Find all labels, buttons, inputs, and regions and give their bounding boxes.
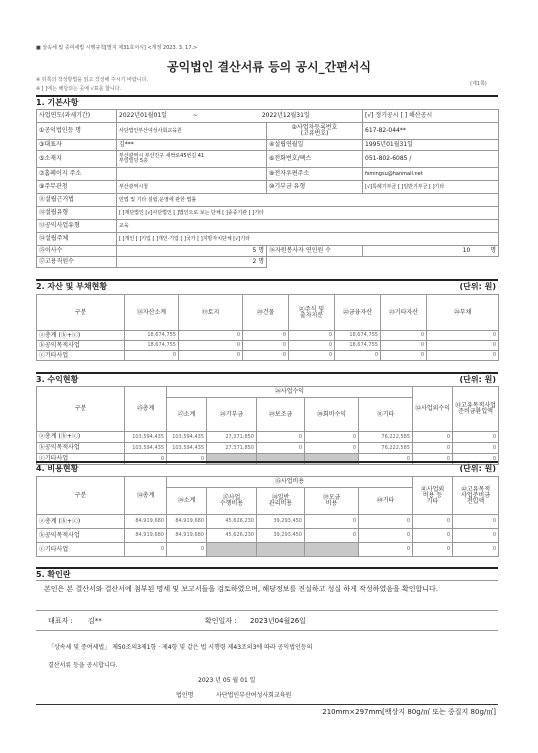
cell: 0 (305, 432, 359, 443)
director-value: 5 명 (117, 246, 267, 257)
donation-type-label: ⑩기부금 유형 (267, 181, 363, 194)
cell: 0 (289, 341, 335, 351)
cell: 0 (179, 331, 243, 341)
address-label: ⑤소재지 (37, 151, 117, 168)
establish-type-label: ⑫설립유형 (37, 207, 117, 220)
staff-value: 2 명 (117, 257, 267, 268)
cell: 0 (243, 331, 289, 341)
col-subtotal: ㉗소계 (167, 398, 207, 432)
rep-label: 대표자 : (48, 617, 73, 625)
confirm-date-value: 2023년04월26일 (250, 617, 306, 625)
col-kind: 구분 (37, 477, 125, 515)
table-row (37, 331, 499, 341)
biz-type-label: ⑬공익사업유형 (37, 220, 117, 233)
authority-label: ⑨주무관청 (37, 181, 117, 194)
page-title: 공익법인 결산서류 등의 공시_간편서식 (166, 60, 371, 74)
cell: 84,919,680 (125, 515, 167, 529)
col-other: ㉛기타 (359, 398, 413, 432)
bizno-value: 617-82-044** (363, 123, 499, 140)
revenue-table (36, 386, 499, 465)
paper-spec: 210mm×297mm[백상지 80g/㎡ 또는 중질지 80g/㎡] (322, 708, 496, 716)
establish-type-value[interactable]: [ ]재단법인 [√]사단법인 [ ]법인으로 보는 단체 [ ]종중기관 [ ]기타 (117, 207, 499, 220)
cell: 103,594,435 (167, 432, 207, 443)
cell: 0 (427, 351, 499, 361)
row-label: ⓒ기타사업 (37, 351, 125, 361)
table-row (37, 529, 499, 543)
expense-table (36, 476, 499, 557)
confirm-statement: 본인은 본 결산서와 결산서에 첨부된 명세 및 보고서들을 검토하였으며, 해당정보를 진실하고 성실 하게 작성하였음을 확인합니다. (44, 585, 438, 593)
section-2-unit: (단위: 원) (459, 282, 496, 291)
cell: 0 (305, 443, 359, 454)
cell: 0 (381, 331, 427, 341)
cell: 18,674,755 (335, 331, 381, 341)
divider (36, 580, 498, 581)
cell: 0 (179, 351, 243, 361)
founder-value[interactable]: [ ]개인 [ ]기업 [ ]개인·기업 [ ]국가 [ ]지방자치단체 [√]기타 (117, 233, 499, 246)
cell: 27,371,850 (207, 432, 257, 443)
cell: 0 (125, 351, 179, 361)
row-label: ⓒ기타사업 (37, 454, 125, 465)
authority-value: 부산광역시청 (117, 181, 267, 194)
col-biz-cost: ㊲사업 수행비용 (207, 488, 257, 515)
row-label: ⓑ공익목적사업 (37, 443, 125, 454)
col-building: ⑳건물 (243, 295, 289, 331)
cell: 0 (427, 331, 499, 341)
assets-table (36, 294, 499, 361)
cell: 0 (381, 341, 427, 351)
cell: 0 (167, 454, 207, 465)
cell: 0 (413, 443, 453, 454)
cell: 103,594,435 (125, 432, 167, 443)
cell: 0 (179, 341, 243, 351)
law-value: 민법 및 기타 설립,운영에 관한 법률 (117, 194, 499, 207)
col-other: ㊵기타 (359, 488, 413, 515)
cell: 0 (453, 432, 499, 443)
org-name-value: 사단법인부산여성사회교육원 (117, 123, 267, 140)
volunteer-cell (363, 246, 499, 257)
corp-name: 사단법인부산여성사회교육원 (216, 692, 292, 699)
cell: 0 (413, 454, 453, 465)
email-label: ⑧전자우편주소 (267, 168, 363, 181)
volunteer-unit: 명 (490, 247, 496, 254)
row-label: ⓐ총계 (ⓑ+ⓒ) (37, 432, 125, 443)
cell: 0 (453, 543, 499, 557)
period-from: 2022년01월01일 (119, 112, 167, 119)
cell: 0 (359, 454, 413, 465)
divider (36, 630, 498, 631)
cell: 39,293,450 (257, 515, 305, 529)
cell: 0 (167, 543, 207, 557)
director-label: ⑮이사수 (37, 246, 117, 257)
cell: 0 (243, 351, 289, 361)
cell: 0 (453, 443, 499, 454)
col-admin-cost: ㊳일반 관리비용 (257, 488, 305, 515)
cell: 103,594,435 (167, 443, 207, 454)
cell: 0 (413, 515, 453, 529)
homepage-value (117, 168, 267, 181)
legal-basis-text-2: 결산서류 등을 공시합니다. (48, 662, 118, 669)
cell: 84,919,680 (167, 515, 207, 529)
col-biz-expense: ㉟사업비용 (167, 477, 413, 488)
divider (36, 610, 498, 611)
row-label: ⓐ총계 (ⓑ+ⓒ) (37, 331, 125, 341)
col-asset-total: ⑱자산소계 (125, 295, 179, 331)
section-3-unit: (단위: 원) (459, 375, 496, 384)
cell: 0 (359, 543, 413, 557)
cell: 0 (289, 351, 335, 361)
volunteer-label: ⑯자원봉사자 연인원 수 (267, 246, 363, 257)
cell: 0 (335, 351, 381, 361)
cell: 0 (381, 351, 427, 361)
period-cell (117, 110, 363, 123)
col-debt: ㉔부채 (427, 295, 499, 331)
cell: 84,919,680 (125, 529, 167, 543)
cell: 76,222,585 (359, 432, 413, 443)
col-expense-total: ㉞총계 (125, 477, 167, 515)
check-note: ※ [ ]에는 해당되는 곳에 √표를 합니다. (36, 86, 122, 92)
col-stock: ㉑주식 및 출자지분 (289, 295, 335, 331)
table-row (37, 515, 499, 529)
bizno-label: ②사업자등록번호 (고유번호) (267, 123, 363, 140)
row-label: ⓒ기타사업 (37, 543, 125, 557)
cell: 0 (125, 454, 167, 465)
address-value: 부산광역시 부산진구 새싹로45번길 41 부일빌딩 5층 (117, 151, 267, 168)
cell: 0 (413, 529, 453, 543)
biz-type-value: 교육 (117, 220, 499, 233)
table-row (37, 341, 499, 351)
cell: 18,674,755 (335, 341, 381, 351)
founded-label: ④설립연월일 (267, 140, 363, 151)
cell: 0 (359, 515, 413, 529)
row-label: ⓑ공익목적사업 (37, 341, 125, 351)
legal-basis-text: 「상속세 및 증여세법」 제50조의3제1항 · 제4항 및 같은 법 시행령 제43조의3에 따라 공익법인등의 (48, 644, 313, 651)
cell: 76,222,585 (359, 443, 413, 454)
cell: 0 (257, 443, 305, 454)
form-reference-note: ■ 상속세 및 증여세법 시행규칙[별지 제31호서식] <개정 2023. 3. 17.> (36, 45, 198, 51)
corp-label: 법인명 (176, 692, 194, 699)
cell: 18,674,755 (125, 331, 179, 341)
col-subsidy: ㉙보조금 (257, 398, 305, 432)
rep-name: 김** (88, 617, 102, 625)
col-nonop-expense: ㊶사업외 비용 등 기타 (413, 477, 453, 515)
basic-info-table (36, 109, 499, 268)
cell-disabled (305, 543, 359, 557)
row-label: ⓐ총계 (ⓑ+ⓒ) (37, 515, 125, 529)
table-row (37, 543, 499, 557)
col-nonop-revenue: ㉜사업외수익 (413, 387, 453, 432)
representative-label: ③대표자 (37, 140, 117, 151)
page-number-label: (제1쪽) (470, 81, 487, 87)
cell: 103,594,435 (125, 443, 167, 454)
instruction-note: ※ 뒤쪽의 작성방법을 읽고 작성해 주시기 바랍니다. (36, 77, 148, 83)
cell-disabled (257, 543, 305, 557)
founder-label: ⑭설립주체 (37, 233, 117, 246)
col-fee: ㉚회비수익 (305, 398, 359, 432)
col-kind: 구분 (37, 387, 125, 432)
col-kind: 구분 (37, 295, 125, 331)
law-label: ⑪설립근거법 (37, 194, 117, 207)
org-name-label: ①공익법인등 명 (37, 123, 117, 140)
cell: 45,626,230 (207, 515, 257, 529)
cell: 0 (359, 529, 413, 543)
cell: 39,293,450 (257, 529, 305, 543)
section-5-title: 5. 확인란 (36, 570, 71, 579)
col-fundraising-cost: ㊴모금 비용 (305, 488, 359, 515)
phone-label: ⑥전화번호/팩스 (267, 151, 363, 168)
cell: 0 (453, 529, 499, 543)
section-2-title: 2. 자산 및 부채현황 (36, 282, 108, 291)
period-to: 2022년12월31일 (261, 112, 310, 119)
disclosure-type[interactable]: [√] 정기공시 [ ] 해산공시 (363, 110, 499, 123)
col-other-asset: ㉓기타자산 (381, 295, 427, 331)
cell: 0 (453, 515, 499, 529)
section-3-title: 3. 수익현황 (36, 375, 79, 384)
col-reserve-transfer: ㊷고유목적 사업준비금 전입액 (453, 477, 499, 515)
col-revenue-total: ㉕총계 (125, 387, 167, 432)
cell: 0 (243, 341, 289, 351)
table-row (37, 351, 499, 361)
section-4-title: 4. 비용현황 (36, 464, 79, 473)
table-row (37, 443, 499, 454)
footer-divider (36, 704, 498, 705)
cell: 0 (453, 454, 499, 465)
cell: 45,626,230 (207, 529, 257, 543)
period-tilde: ~ (192, 112, 198, 119)
sign-date: 2023 년 05 월 01 일 (198, 677, 256, 684)
cell: 18,674,755 (125, 341, 179, 351)
cell-disabled (207, 543, 257, 557)
confirm-date-label: 확인일자 : (205, 617, 237, 625)
col-land: ⑲토지 (179, 295, 243, 331)
cell: 0 (427, 341, 499, 351)
cell: 0 (305, 515, 359, 529)
col-subtotal: ㊱소계 (167, 488, 207, 515)
cell: 0 (305, 529, 359, 543)
col-biz-revenue: ㉖사업수익 (167, 387, 413, 398)
cell: 0 (413, 543, 453, 557)
phone-value: 051-802-6085 / (363, 151, 499, 168)
period-label: 사업연도(과세기간) (37, 110, 117, 123)
table-row (37, 432, 499, 443)
section-1-title: 1. 기본사항 (36, 98, 79, 107)
cell: 0 (413, 432, 453, 443)
cell: 0 (257, 432, 305, 443)
representative-value: 김*** (117, 140, 267, 151)
founded-value: 1995년01월31일 (363, 140, 499, 151)
col-financial: ㉒금융자산 (335, 295, 381, 331)
email-value: fsmingsu@hanmail.net (363, 168, 499, 181)
donation-type-value[interactable]: [√]특례기부금 [ ]일반기부금 [ ]기타 (363, 181, 499, 194)
staff-label: ⑰고용직원수 (37, 257, 117, 268)
col-donation: ㉘기부금 (207, 398, 257, 432)
section-4-unit: (단위: 원) (459, 464, 496, 473)
row-label: ⓑ공익목적사업 (37, 529, 125, 543)
cell: 0 (289, 331, 335, 341)
volunteer-value: 10 (462, 247, 471, 254)
cell: 0 (125, 543, 167, 557)
col-reserve-return: ㉝고유목적사업준비금환입액 (453, 387, 499, 432)
cell: 84,919,680 (167, 529, 207, 543)
homepage-label: ⑦홈페이지 주소 (37, 168, 117, 181)
cell: 27,371,850 (207, 443, 257, 454)
